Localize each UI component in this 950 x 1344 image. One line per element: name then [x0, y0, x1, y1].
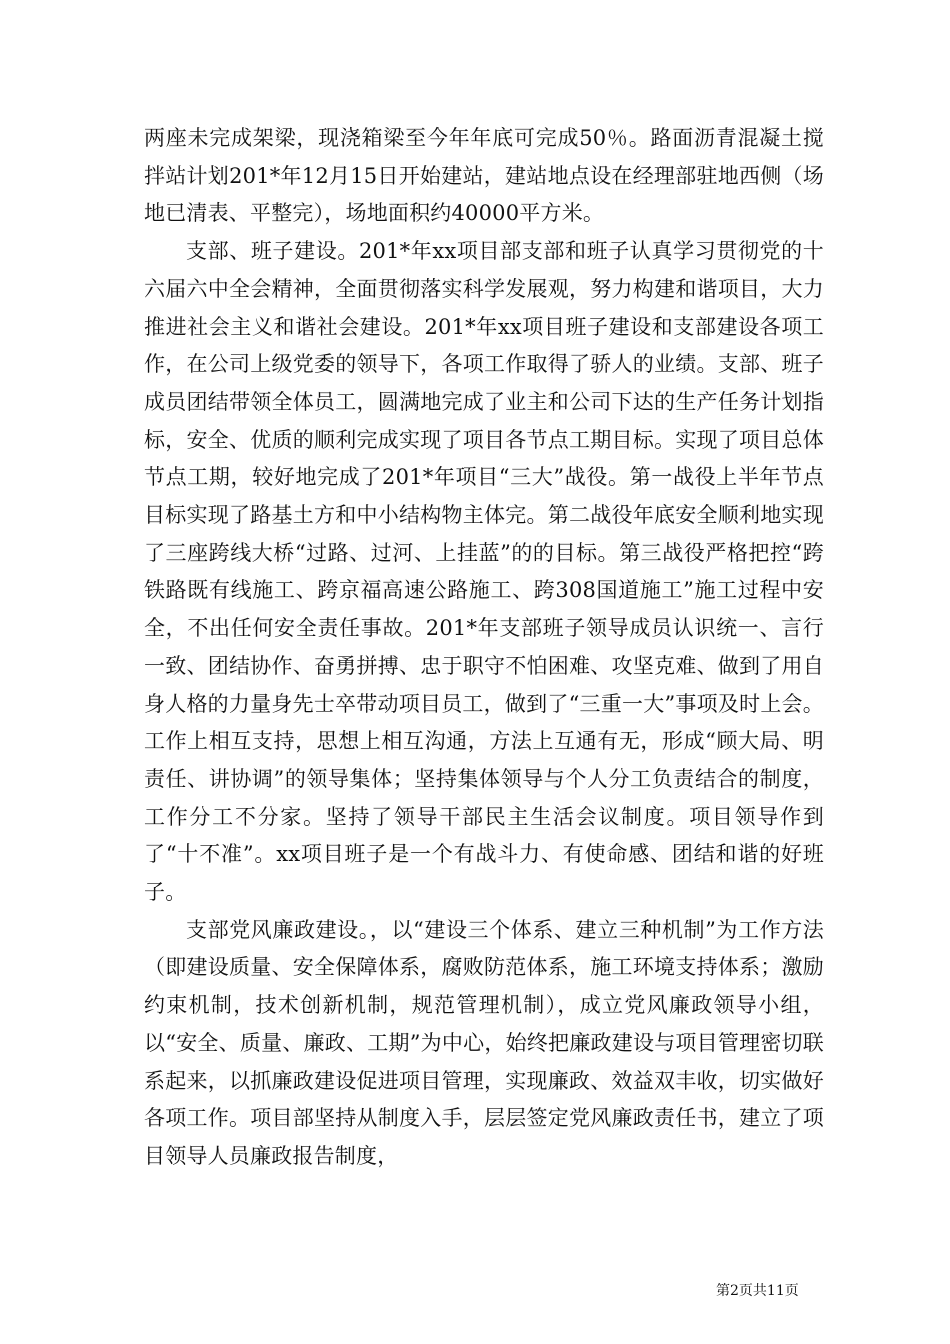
paragraph-integrity-building: 支部党风廉政建设。，以“建设三个体系、建立三种机制”为工作方法（即建设质量、安全保障体系，腐败防范体系，施工环境支持体系；激励约束机制，技术创新机制，规范管理机制），成立党风廉政领导小组，以“安全、质量、廉政、工期”为中心，始终把廉政建设与项目管理密切联系起来，以抓廉政建设促进项目管理，实现廉政、效益双丰收，切实做好各项工作。项目部坚持从制度入手，层层签定党风廉政责任书，建立了项目领导人员廉政报告制度，: [144, 917, 824, 1168]
page-number-footer: 第2页共11页: [716, 1283, 799, 1299]
paragraph-continuation: 两座未完成架梁，现浇箱梁至今年年底可完成50％。路面沥青混凝土搅拌站计划201*年12月15日开始建站，建站地点设在经理部驻地西侧（场地已清表、平整完），场地面积约40000平方米。: [144, 126, 824, 226]
paragraph-team-building: 支部、班子建设。201*年xx项目部支部和班子认真学习贯彻党的十六届六中全会精神，全面贯彻落实科学发展观，努力构建和谐项目，大力推进社会主义和谐社会建设。201*年xx项目班子建设和支部建设各项工作，在公司上级党委的领导下，各项工作取得了骄人的业绩。支部、班子成员团结带领全体员工，圆满地完成了业主和公司下达的生产任务计划指标，安全、优质的顺利完成实现了项目各节点工期目标。实现了项目总体节点工期，较好地完成了201*年项目“三大”战役。第一战役上半年节点目标实现了路基土方和中小结构物主体完。第二战役年底安全顺利地实现了三座跨线大桥“过路、过河、上挂蓝”的的目标。第三战役严格把控“跨铁路既有线施工、跨京福高速公路施工、跨308国道施工”施工过程中安全，不出任何安全责任事故。201*年支部班子领导成员认识统一、言行一致、团结协作、奋勇拼搏、忠于职守不怕困难、攻坚克难、做到了用自身人格的力量身先士卒带动项目员工，做到了“三重一大”事项及时上会。工作上相互支持，思想上相互沟通，方法上互通有无，形成“顾大局、明责任、讲协调”的领导集体；坚持集体领导与个人分工负责结合的制度，工作分工不分家。坚持了领导干部民主生活会议制度。项目领导作到了“十不准”。xx项目班子是一个有战斗力、有使命感、团结和谐的好班子。: [144, 239, 824, 905]
document-body: [144, 120, 824, 1176]
